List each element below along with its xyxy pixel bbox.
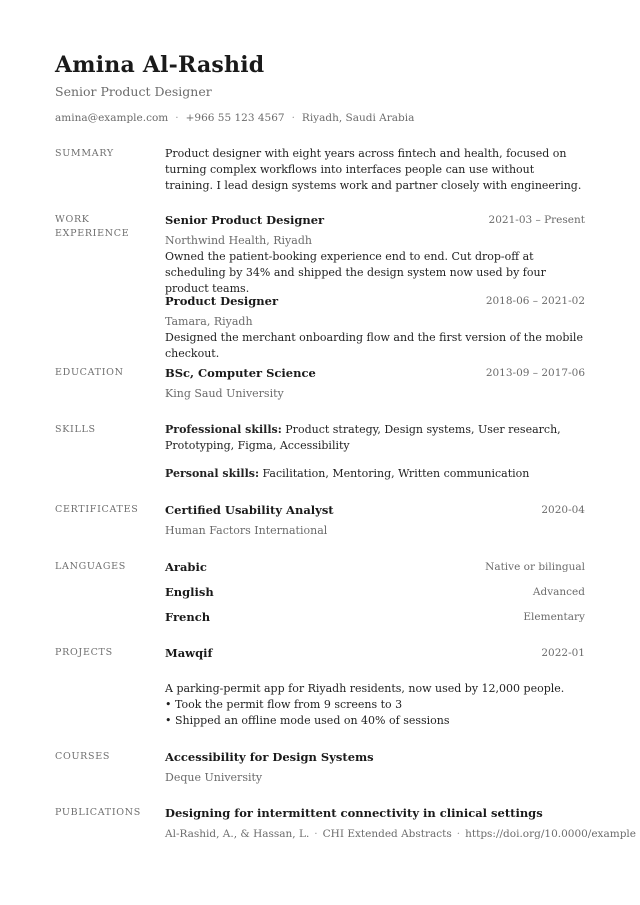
publication-meta: [165, 826, 636, 842]
language-level: Elementary: [523, 611, 585, 623]
language-row: [165, 584, 585, 600]
section-label-projects: PROJECTS: [55, 647, 113, 658]
project-bullet: • Shipped an offline mode used on 40% of sessions: [165, 713, 585, 729]
language-name: English: [165, 585, 214, 599]
contact-separator: ·: [291, 112, 295, 124]
language-level: Native or bilingual: [485, 561, 585, 573]
language-row: [165, 609, 585, 625]
publication-separator: ·: [314, 828, 318, 840]
course-title: Accessibility for Design Systems: [165, 750, 374, 764]
certificate-issuer: Human Factors International: [165, 524, 328, 537]
summary-text: Product designer with eight years across fintech and health, focused on turning complex workflows into interfaces people can use without training. I lead design systems work and partner closely with engineering.: [165, 147, 582, 192]
work-org: Tamara, Riyadh: [165, 315, 253, 328]
certificate-title: Certified Usability Analyst: [165, 503, 334, 517]
publication-separator: ·: [456, 828, 461, 840]
section-label-skills: SKILLS: [55, 424, 96, 435]
work-dates: 2018-06 – 2021-02: [485, 295, 585, 307]
section-label-courses: COURSES: [55, 751, 111, 762]
skills-personal: [165, 466, 585, 482]
project-entry: [165, 645, 585, 661]
work-title: Product Designer: [165, 294, 279, 308]
candidate-name: Amina Al-Rashid: [55, 52, 265, 78]
certificate-date: 2020-04: [541, 504, 585, 516]
education-degree: BSc, Computer Science: [165, 366, 316, 380]
project-details: [165, 681, 585, 729]
work-dates: 2021-03 – Present: [488, 214, 585, 226]
section-label-publications: PUBLICATIONS: [55, 807, 141, 818]
work-description: Owned the patient-booking experience end to end. Cut drop-off at scheduling by 34% and shipped the design system now used by four product teams.: [165, 250, 546, 295]
education-entry: [165, 365, 585, 402]
skills-professional-label: Professional skills:: [165, 423, 282, 436]
work-title: Senior Product Designer: [165, 213, 325, 227]
section-label-languages: LANGUAGES: [55, 561, 126, 572]
section-label-work: WORK EXPERIENCE: [55, 214, 130, 239]
project-title: Mawqif: [165, 646, 213, 660]
course-entry: [165, 749, 585, 786]
section-label-certificates: CERTIFICATES: [55, 504, 139, 515]
skills-personal-label: Personal skills:: [165, 467, 260, 480]
work-description: Designed the merchant onboarding flow and the first version of the mobile checkout.: [165, 331, 583, 360]
contact-location: Riyadh, Saudi Arabia: [301, 112, 415, 124]
education-dates: 2013-09 – 2017-06: [485, 367, 585, 379]
education-school: King Saud University: [165, 387, 284, 400]
candidate-title: Senior Product Designer: [55, 84, 212, 99]
project-bullet: • Took the permit flow from 9 screens to 3: [165, 697, 585, 713]
language-row: [165, 559, 585, 575]
contact-line: [55, 112, 414, 124]
publication-venue: CHI Extended Abstracts: [322, 828, 452, 840]
publication-entry: [165, 805, 636, 842]
language-level: Advanced: [532, 586, 585, 598]
course-provider: Deque University: [165, 771, 263, 784]
section-label-education: EDUCATION: [55, 367, 124, 378]
project-description: A parking-permit app for Riyadh residents, now used by 12,000 people.: [165, 682, 565, 695]
project-bullets: [165, 697, 585, 729]
work-entry: [165, 212, 585, 297]
contact-email[interactable]: amina@example.com: [55, 112, 169, 124]
skills-personal-list: Facilitation, Mentoring, Written communication: [262, 467, 530, 480]
contact-separator: ·: [175, 112, 179, 124]
publication-title: Designing for intermittent connectivity in clinical settings: [165, 806, 543, 820]
work-org: Northwind Health, Riyadh: [165, 234, 312, 247]
skills-professional: [165, 422, 585, 454]
skills-professional-list: Product strategy, Design systems, User research, Prototyping, Figma, Accessibility: [165, 423, 561, 452]
work-entry: [165, 293, 585, 362]
project-date: 2022-01: [541, 647, 585, 659]
publication-doi-link[interactable]: https://doi.org/10.0000/example: [465, 828, 636, 840]
language-name: Arabic: [165, 560, 207, 574]
contact-phone[interactable]: +966 55 123 4567: [185, 112, 285, 124]
certificate-entry: [165, 502, 585, 539]
publication-authors: Al-Rashid, A., & Hassan, L.: [165, 828, 310, 840]
section-label-summary: SUMMARY: [55, 148, 114, 159]
language-name: French: [165, 610, 211, 624]
